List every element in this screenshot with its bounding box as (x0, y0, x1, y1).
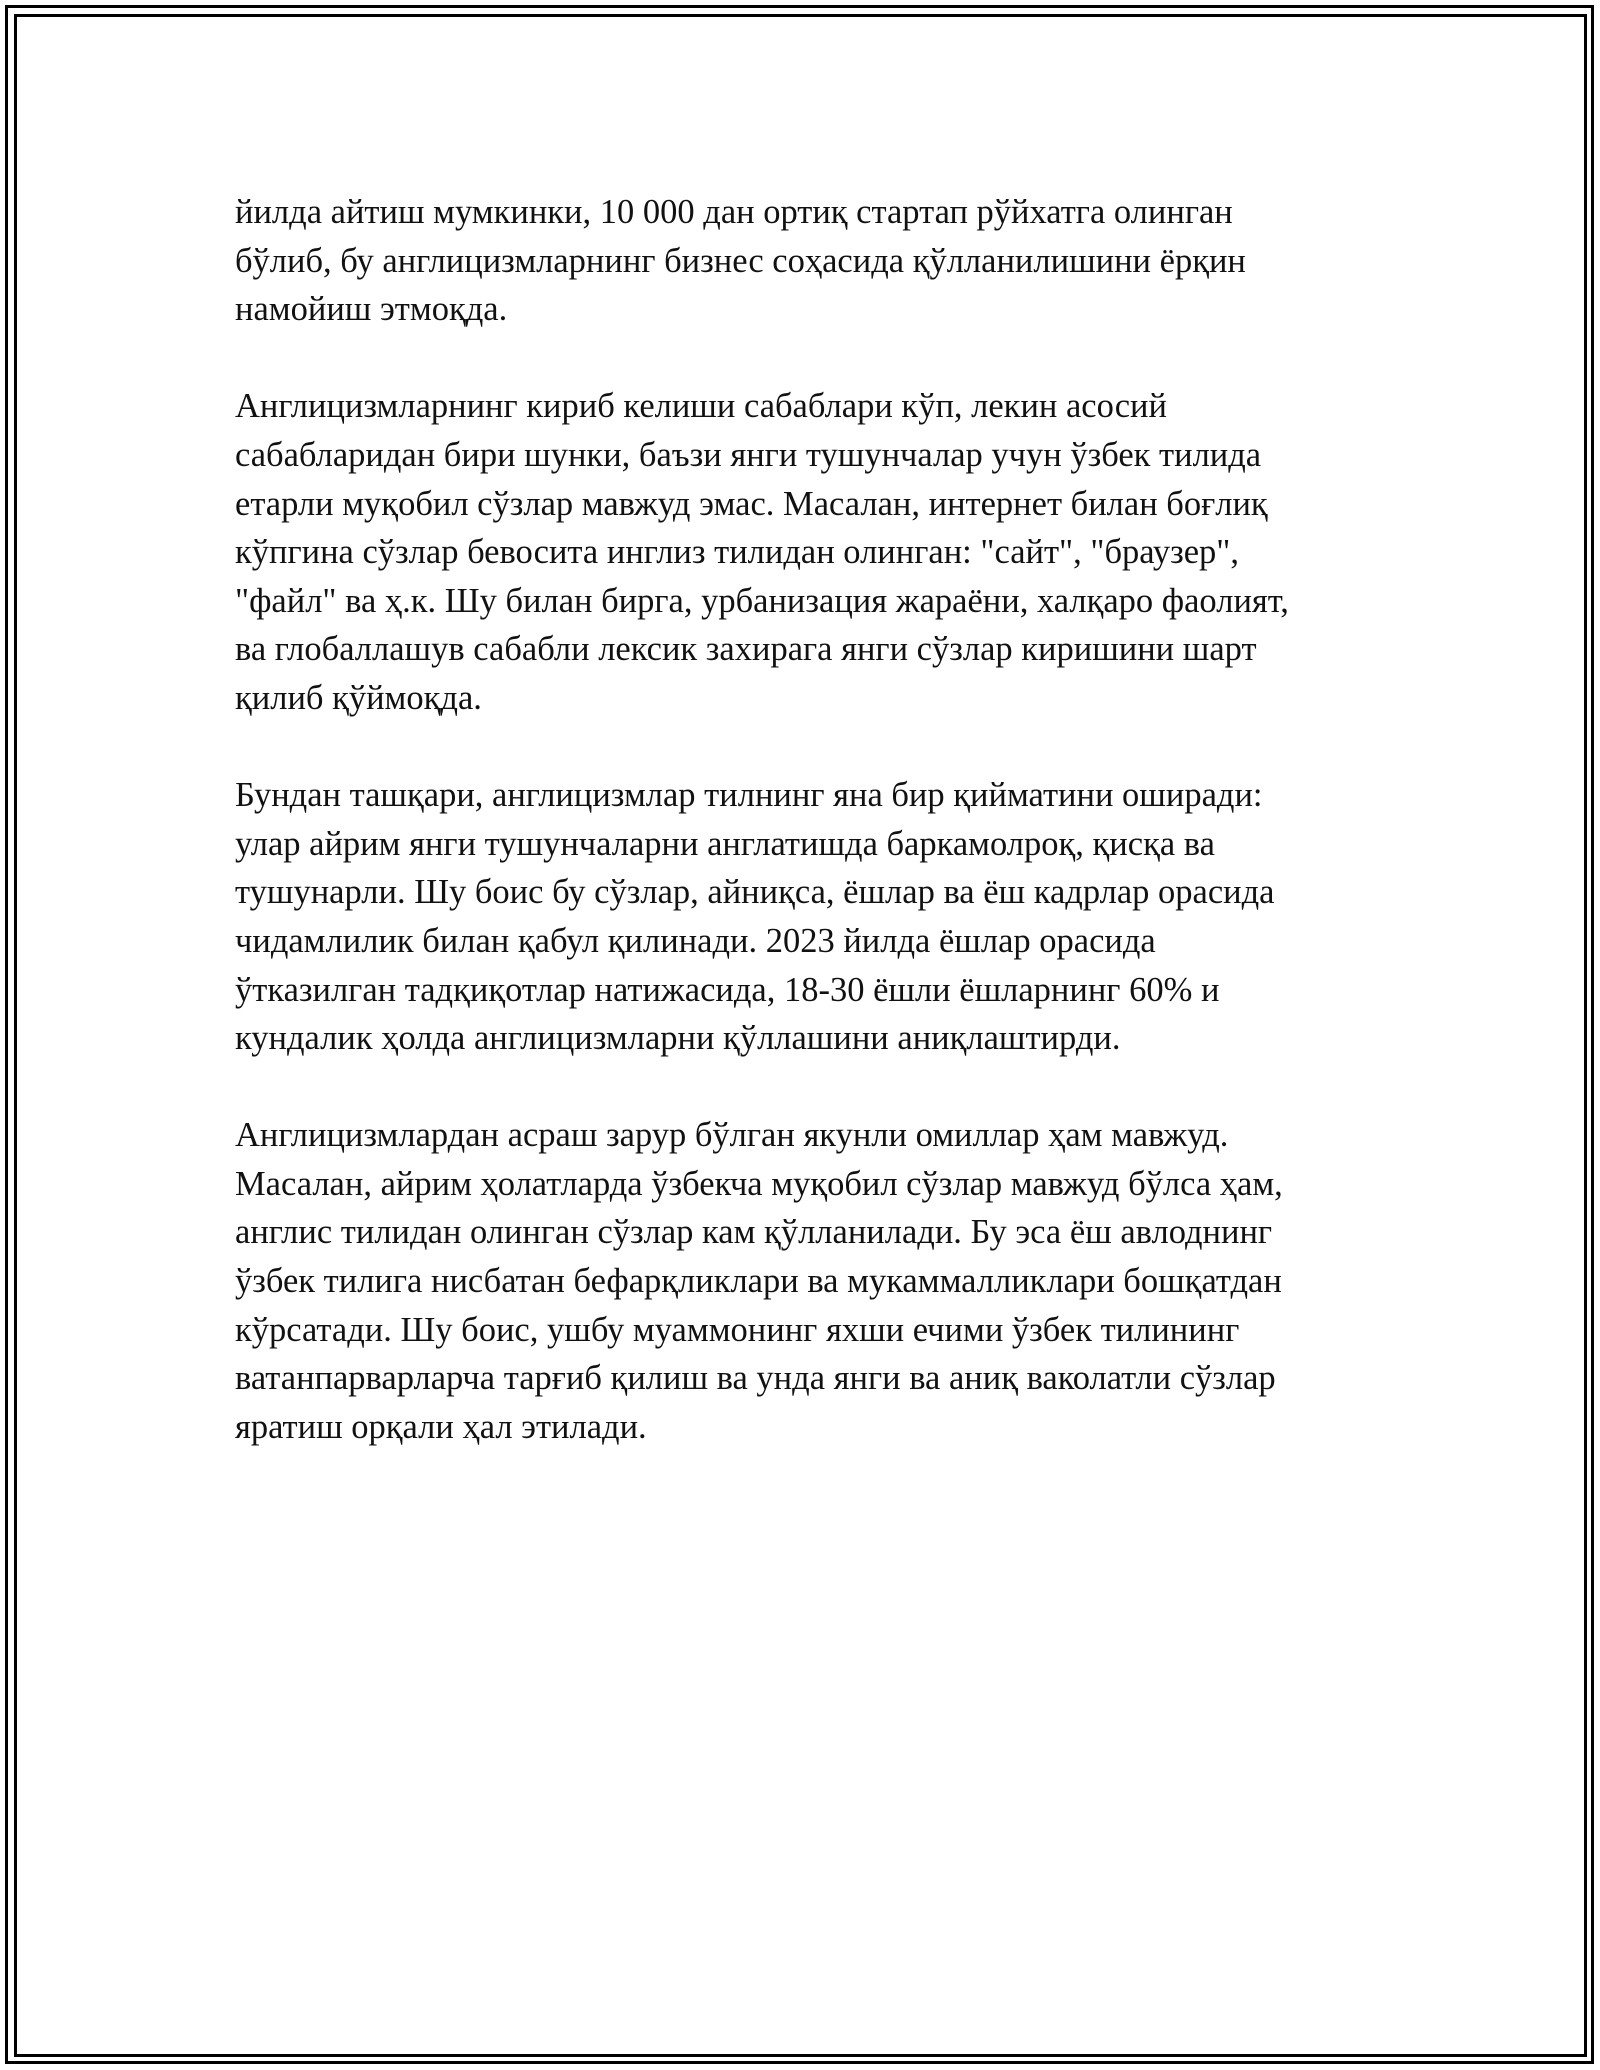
paragraph-3 (235, 771, 1375, 1063)
paragraph-1 (235, 188, 1375, 334)
text-line: ўтказилган тадқиқотлар натижасида, 18-30 ёшли ёшларнинг 60% и (235, 970, 1220, 1009)
paragraph-4 (235, 1111, 1375, 1451)
paragraph-2 (235, 382, 1375, 722)
text-line: кўрсатади. Шу боис, ушбу муаммонинг яхши ечими ўзбек тилининг (235, 1310, 1240, 1349)
text-line: бўлиб, бу англицизмларнинг бизнес соҳасида қўлланилишини ёрқин (235, 241, 1246, 280)
text-line: сабабларидан бири шунки, баъзи янги тушунчалар учун ўзбек тилида (235, 435, 1262, 474)
text-line: ватанпарварларча тарғиб қилиш ва унда янги ва аниқ ваколатли сўзлар (235, 1359, 1276, 1398)
text-line: Англицизмларнинг кириб келиши сабаблари кўп, лекин асосий (235, 387, 1167, 426)
text-line: йилда айтиш мумкинки, 10 000 дан ортиқ стартап рўйхатга олинган (235, 193, 1233, 231)
text-line: "файл" ва ҳ.к. Шу билан бирга, урбанизация жараёни, халқаро фаолият, (235, 581, 1289, 620)
text-line: улар айрим янги тушунчаларни англатишда баркамолроқ, қисқа ва (235, 824, 1215, 863)
text-line: англис тилидан олинган сўзлар кам қўлланилади. Бу эса ёш авлоднинг (235, 1213, 1273, 1252)
text-line: тушунарли. Шу боис бу сўзлар, айниқса, ёшлар ва ёш кадрлар орасида (235, 873, 1275, 912)
text-line: Англицизмлардан асраш зарур бўлган якунли омиллар ҳам мавжуд. (235, 1116, 1229, 1155)
text-line: намойиш этмоқда. (235, 290, 508, 329)
document-body (235, 188, 1375, 1500)
text-line: чидамлилик билан қабул қилинади. 2023 йилда ёшлар орасида (235, 921, 1156, 960)
text-line: Бундан ташқари, англицизмлар тилнинг яна бир қийматини оширади: (235, 776, 1263, 815)
text-line: қилиб қўймоқда. (235, 678, 482, 717)
text-line: Масалан, айрим ҳолатларда ўзбекча муқобил сўзлар мавжуд бўлса ҳам, (235, 1164, 1283, 1203)
text-line: ва глобаллашув сабабли лексик захирага янги сўзлар киришини шарт (235, 630, 1257, 669)
text-line: кундалик ҳолда англицизмларни қўллашини аниқлаштирди. (235, 1019, 1121, 1058)
text-line: кўпгина сўзлар бевосита инглиз тилидан олинган: "сайт", "браузер", (235, 533, 1239, 572)
text-line: ўзбек тилига нисбатан бефарқликлари ва мукаммалликлари бошқатдан (235, 1262, 1282, 1301)
text-line: етарли муқобил сўзлар мавжуд эмас. Масалан, интернет билан боғлиқ (235, 484, 1268, 523)
text-line: яратиш орқали ҳал этилади. (235, 1407, 647, 1446)
